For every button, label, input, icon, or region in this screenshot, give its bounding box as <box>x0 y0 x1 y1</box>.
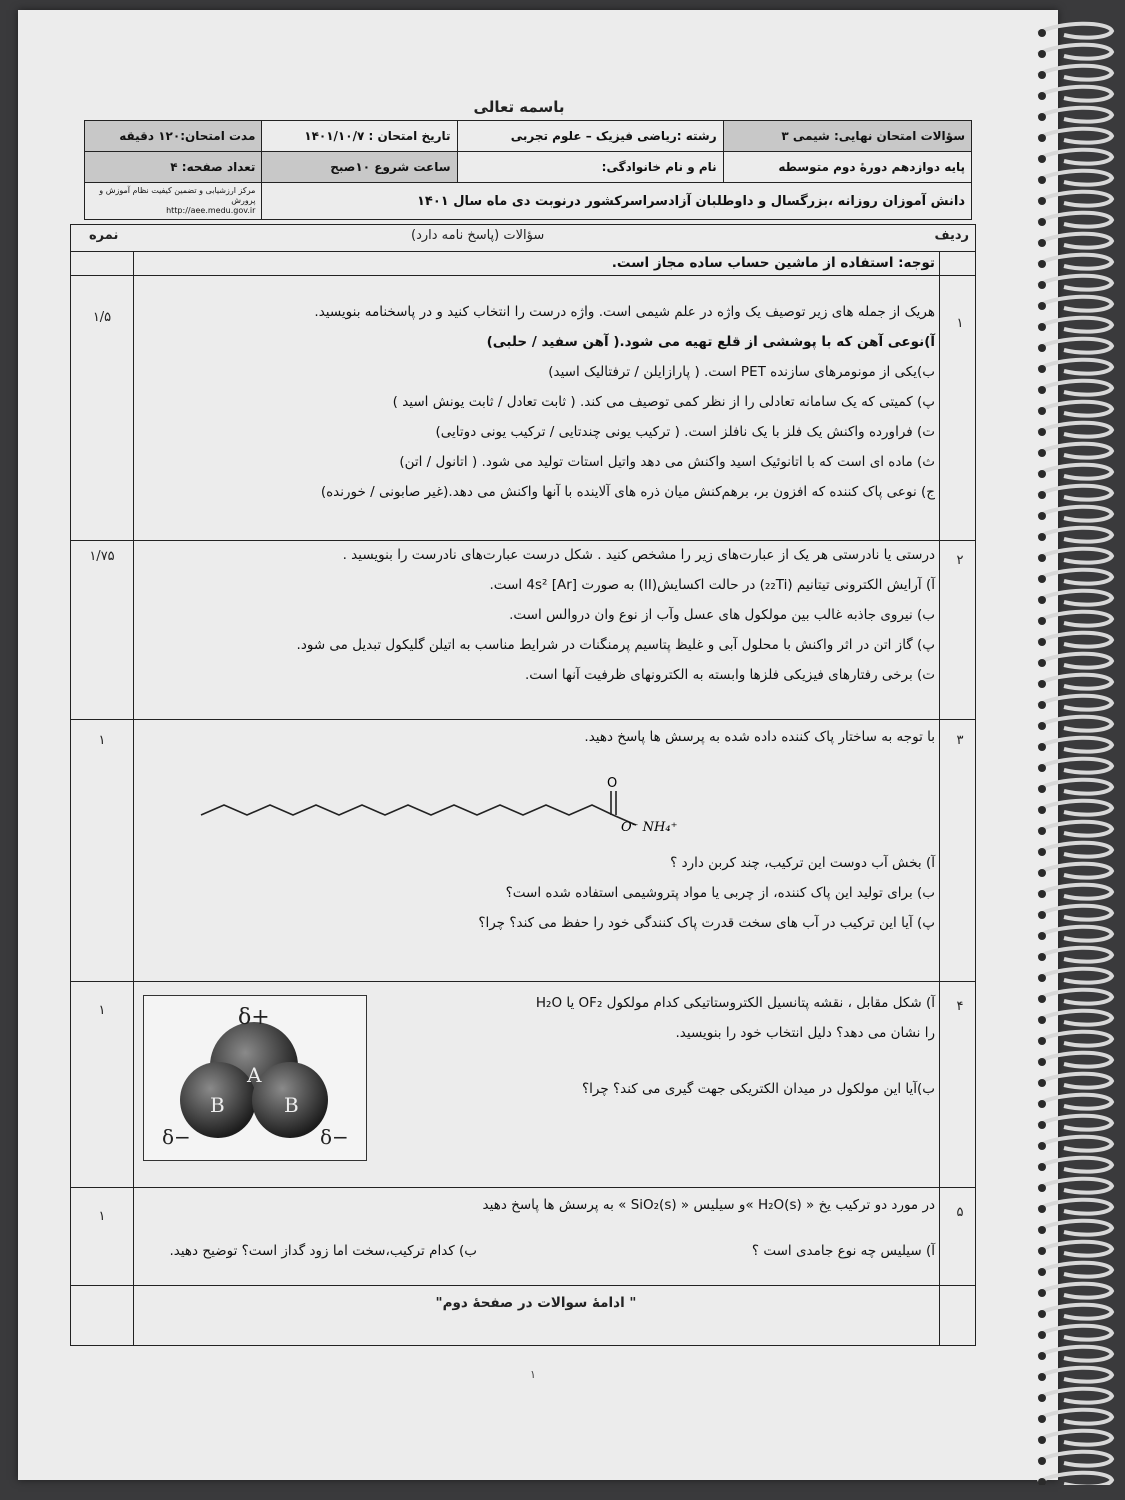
question-line: ت) برخی رفتارهای فیزیکی فلزها وابسته به الکترونهای ظرفیت آنها است. <box>524 667 935 683</box>
spiral-coil <box>1038 780 1112 794</box>
punch-hole <box>1038 218 1046 226</box>
column-row-label: ردیف <box>934 228 969 243</box>
punch-hole <box>1038 953 1046 961</box>
punch-hole <box>1038 113 1046 121</box>
spiral-coil <box>1038 528 1112 542</box>
punch-hole <box>1038 722 1046 730</box>
question-row <box>71 981 975 1188</box>
punch-hole <box>1038 365 1046 373</box>
spiral-coil <box>1038 339 1112 353</box>
punch-hole <box>1038 659 1046 667</box>
spiral-coil <box>1038 192 1112 206</box>
spiral-coil <box>1038 759 1112 773</box>
punch-hole <box>1038 890 1046 898</box>
spiral-coil <box>1038 1284 1112 1298</box>
atom-b-left-label: B <box>210 1093 225 1117</box>
spiral-coil <box>1038 633 1112 647</box>
punch-hole <box>1038 869 1046 877</box>
punch-hole <box>1038 1457 1046 1465</box>
spiral-coil <box>1038 717 1112 731</box>
punch-hole <box>1038 764 1046 772</box>
exam-center <box>85 183 262 220</box>
spiral-coil <box>1038 1368 1112 1382</box>
exam-center-name: مرکز ارزشیابی و تضمین کیفیت نظام آموزش و پرورش <box>99 186 256 205</box>
punch-hole <box>1038 827 1046 835</box>
spiral-coil <box>1038 444 1112 458</box>
column-score-label: نمره <box>89 228 119 243</box>
question-line: پ) آیا این ترکیب در آب های سخت قدرت پاک کنندگی خود را حفظ می کند؟ چرا؟ <box>478 915 935 931</box>
delta-minus-left-label: δ− <box>162 1125 191 1149</box>
punch-hole <box>1038 512 1046 520</box>
spiral-coil <box>1038 234 1112 248</box>
spiral-coil <box>1038 360 1112 374</box>
punch-hole <box>1038 1100 1046 1108</box>
punch-hole <box>1038 617 1046 625</box>
exam-center-url: http://aee.medu.gov.ir <box>166 206 256 215</box>
spiral-coil <box>1038 549 1112 563</box>
punch-hole <box>1038 449 1046 457</box>
spiral-coil <box>1038 1347 1112 1361</box>
punch-hole <box>1038 29 1046 37</box>
spiral-coil <box>1038 843 1112 857</box>
punch-hole <box>1038 533 1046 541</box>
spiral-coil <box>1038 465 1112 479</box>
punch-hole <box>1038 680 1046 688</box>
punch-hole <box>1038 92 1046 100</box>
question-line: در مورد دو ترکیب یخ « H₂O(s) »و سیلیس « SiO₂(s) » به پرسش ها پاسخ دهید <box>482 1197 935 1213</box>
spiral-coil <box>1038 696 1112 710</box>
question-line: آ)نوعی آهن که با پوششی از قلع تهیه می شود.( آهن سفید / حلبی) <box>486 334 935 350</box>
spiral-coil <box>1038 381 1112 395</box>
spiral-coil <box>1038 1221 1112 1235</box>
spiral-coil <box>1038 1053 1112 1067</box>
exam-duration: مدت امتحان:۱۲۰ دقیقه <box>85 121 262 152</box>
spiral-coil <box>1038 297 1112 311</box>
carbonyl-oxygen-label: O <box>607 776 618 791</box>
spiral-coil <box>1038 87 1112 101</box>
punch-hole <box>1038 1373 1046 1381</box>
page-number: ۱ <box>530 1368 536 1381</box>
punch-hole <box>1038 1436 1046 1444</box>
punch-hole <box>1038 470 1046 478</box>
delta-minus-right-label: δ− <box>320 1125 349 1149</box>
punch-hole <box>1038 239 1046 247</box>
student-name-field: نام و نام خانوادگی: <box>457 152 723 183</box>
spiral-coil <box>1038 591 1112 605</box>
spiral-coil <box>1038 318 1112 332</box>
question-number: ۴ <box>956 999 964 1014</box>
question-line: پ) کمیتی که یک سامانه تعادلی را از نظر کمی توصیف می کند. ( ثابت تعادل / ثابت یونش اسید ) <box>392 394 935 410</box>
spiral-coil <box>1038 507 1112 521</box>
spiral-coil <box>1038 1326 1112 1340</box>
exam-page-count: تعداد صفحه: ۴ <box>85 152 262 183</box>
punch-hole <box>1038 1121 1046 1129</box>
exam-field: رشته :ریاضی فیزیک – علوم تجربی <box>457 121 723 152</box>
punch-hole <box>1038 1331 1046 1339</box>
carboxylate-ion-label: O⁻ NH₄⁺ <box>621 820 678 835</box>
punch-hole <box>1038 281 1046 289</box>
punch-hole <box>1038 323 1046 331</box>
spiral-binding <box>1020 15 1120 1485</box>
spiral-coil <box>1038 1032 1112 1046</box>
question-row <box>71 1187 975 1286</box>
question-row <box>71 539 975 720</box>
punch-hole <box>1038 407 1046 415</box>
punch-hole <box>1038 638 1046 646</box>
punch-hole <box>1038 848 1046 856</box>
question-line: آ) شکل مقابل ، نقشه پتانسیل الکتروستاتیکی کدام مولکول OF₂ یا H₂O <box>535 995 935 1011</box>
spiral-coil <box>1038 1116 1112 1130</box>
punch-hole <box>1038 260 1046 268</box>
punch-hole <box>1038 1310 1046 1318</box>
punch-hole <box>1038 176 1046 184</box>
spiral-coil <box>1038 1431 1112 1445</box>
question-line: را نشان می دهد؟ دلیل انتخاب خود را بنویسید. <box>675 1025 935 1041</box>
spiral-coil <box>1038 255 1112 269</box>
question-line: آ) بخش آب دوست این ترکیب، چند کربن دارد ؟ <box>670 855 935 871</box>
punch-hole <box>1038 197 1046 205</box>
delta-plus-label: δ+ <box>238 1005 270 1030</box>
punch-hole <box>1038 785 1046 793</box>
spiral-coil <box>1038 612 1112 626</box>
punch-hole <box>1038 1142 1046 1150</box>
exam-start-time: ساعت شروع ۱۰صبح <box>262 152 457 183</box>
spiral-coil <box>1038 570 1112 584</box>
spiral-coil <box>1038 276 1112 290</box>
punch-hole <box>1038 1205 1046 1213</box>
question-line: آ) آرایش الکترونی تیتانیم (₂₂Ti) در حالت اکسایش(II) به صورت 4s² [Ar] است. <box>489 577 935 593</box>
question-line: ث) ماده ای است که با اتانوئیک اسید واکنش می دهد واتیل استات تولید می شود. ( اتانول / اتن) <box>399 454 935 470</box>
punch-hole <box>1038 575 1046 583</box>
spiral-coil <box>1038 402 1112 416</box>
spiral-coil <box>1038 150 1112 164</box>
spiral-coil <box>1038 1305 1112 1319</box>
punch-hole <box>1038 974 1046 982</box>
spiral-coil <box>1038 486 1112 500</box>
spiral-coil <box>1038 1011 1112 1025</box>
spiral-coil <box>1038 1095 1112 1109</box>
spiral-coil <box>1038 1074 1112 1088</box>
punch-hole <box>1038 1079 1046 1087</box>
spiral-coil <box>1038 1200 1112 1214</box>
spiral-coil <box>1038 129 1112 143</box>
spiral-coil <box>1038 423 1112 437</box>
column-questions-label: سؤالات (پاسخ نامه دارد) <box>411 228 545 243</box>
punch-hole <box>1038 932 1046 940</box>
spiral-coil <box>1038 864 1112 878</box>
spiral-coil <box>1038 1389 1112 1403</box>
questions-table-header <box>71 225 975 252</box>
question-number: ۵ <box>956 1205 964 1220</box>
spiral-coil <box>1038 1473 1112 1485</box>
spiral-coil <box>1038 990 1112 1004</box>
exam-date: تاریخ امتحان : ۱۴۰۱/۱۰/۷ <box>262 121 457 152</box>
punch-hole <box>1038 1352 1046 1360</box>
question-line: درستی یا نادرستی هر یک از عبارت‌های زیر را مشخص کنید . شکل درست عبارت‌های نادرست را بنویسید . <box>342 547 935 563</box>
question-score: ۱ <box>98 1209 106 1224</box>
spiral-coil <box>1038 906 1112 920</box>
punch-hole <box>1038 1037 1046 1045</box>
electrostatic-potential-map <box>143 995 367 1161</box>
question-line: پ) گاز اتن در اثر واکنش با محلول آبی و غلیظ پتاسیم پرمنگنات در شرایط مناسب به اتیلن گلیکول تبدیل می شود. <box>296 637 935 653</box>
spiral-coil <box>1038 45 1112 59</box>
questions-table <box>70 224 976 1346</box>
punch-hole <box>1038 1247 1046 1255</box>
punch-hole <box>1038 995 1046 1003</box>
question-row <box>71 275 975 541</box>
question-score: ۱/۵ <box>92 310 112 325</box>
punch-hole <box>1038 1163 1046 1171</box>
punch-hole <box>1038 911 1046 919</box>
punch-hole <box>1038 302 1046 310</box>
punch-hole <box>1038 596 1046 604</box>
spiral-coil <box>1038 654 1112 668</box>
punch-hole <box>1038 1184 1046 1192</box>
question-row <box>71 719 975 982</box>
spiral-coil <box>1038 738 1112 752</box>
exam-info-table <box>84 120 972 220</box>
question-line: ت) فراورده واکنش یک فلز با یک نافلز است. ( ترکیب یونی چندتایی / ترکیب یونی دوتایی) <box>435 424 935 440</box>
punch-hole <box>1038 428 1046 436</box>
spiral-coil <box>1038 108 1112 122</box>
spiral-coil <box>1038 1263 1112 1277</box>
punch-hole <box>1038 50 1046 58</box>
exam-title: سؤالات امتحان نهایی: شیمی ۳ <box>723 121 971 152</box>
continuation-note: "ادامهٔ سوالات در صفحهٔ دوم " <box>435 1295 637 1311</box>
question-number: ۳ <box>956 733 964 748</box>
question-number: ۱ <box>956 316 964 331</box>
question-line: ب) نیروی جاذبه غالب بین مولکول های عسل وآب از نوع وان دروالس است. <box>509 607 935 623</box>
atom-a-label: A <box>247 1063 262 1087</box>
punch-hole <box>1038 386 1046 394</box>
spiral-coil <box>1038 675 1112 689</box>
spiral-coil <box>1038 822 1112 836</box>
punch-hole <box>1038 554 1046 562</box>
punch-hole <box>1038 155 1046 163</box>
question-score: ۱/۷۵ <box>89 549 115 564</box>
punch-hole <box>1038 491 1046 499</box>
page-title: باسمه تعالی <box>473 98 565 116</box>
spiral-coil <box>1038 24 1112 38</box>
punch-hole <box>1038 806 1046 814</box>
spiral-coil <box>1038 1179 1112 1193</box>
punch-hole <box>1038 1016 1046 1024</box>
spiral-coil <box>1038 213 1112 227</box>
question-score: ۱ <box>98 1003 106 1018</box>
spiral-coil <box>1038 171 1112 185</box>
question-line: ب)یکی از مونومرهای سازنده PET است. ( پارازایلن / ترفتالیک اسید) <box>548 364 935 380</box>
spiral-coil <box>1038 885 1112 899</box>
punch-hole <box>1038 1415 1046 1423</box>
spiral-coil <box>1038 1137 1112 1151</box>
punch-hole <box>1038 1268 1046 1276</box>
spiral-coil <box>1038 801 1112 815</box>
question-line: ب) کدام ترکیب،سخت اما زود گداز است؟ توضیح دهید. <box>169 1243 477 1259</box>
punch-hole <box>1038 743 1046 751</box>
question-score: ۱ <box>98 733 106 748</box>
calculator-note: توجه: استفاده از ماشین حساب ساده مجاز است. <box>611 255 935 271</box>
spiral-coil <box>1038 969 1112 983</box>
spiral-coil <box>1038 927 1112 941</box>
question-line: هریک از جمله های زیر توصیف یک واژه در علم شیمی است. واژه درست را انتخاب کنید و در پاسخنامه بنویسید. <box>314 304 935 320</box>
detergent-structure <box>181 767 781 837</box>
exam-candidates: دانش آموزان روزانه ،بزرگسال و داوطلبان آزادسراسرکشور درنوبت دی ماه سال ۱۴۰۱ <box>262 183 972 220</box>
punch-hole <box>1038 1226 1046 1234</box>
spiral-coil <box>1038 1242 1112 1256</box>
punch-hole <box>1038 71 1046 79</box>
spiral-coil <box>1038 948 1112 962</box>
punch-hole <box>1038 1058 1046 1066</box>
question-line: ب)آیا این مولکول در میدان الکتریکی جهت گیری می کند؟ چرا؟ <box>581 1081 935 1097</box>
spiral-coil <box>1038 1452 1112 1466</box>
exam-grade: پایه دوازدهم دورهٔ دوم متوسطه <box>723 152 971 183</box>
punch-hole <box>1038 1289 1046 1297</box>
punch-hole <box>1038 1394 1046 1402</box>
spiral-coil <box>1038 66 1112 80</box>
punch-hole <box>1038 344 1046 352</box>
question-number: ۲ <box>956 553 964 568</box>
question-line: آ) سیلیس چه نوع جامدی است ؟ <box>751 1243 935 1259</box>
punch-hole <box>1038 701 1046 709</box>
atom-b-right-label: B <box>284 1093 299 1117</box>
spiral-coil <box>1038 1410 1112 1424</box>
spiral-coil <box>1038 1158 1112 1172</box>
question-line: ج) نوعی پاک کننده که افزون بر، برهم‌کنش میان ذره های آلاینده با آنها واکنش می دهد.(غیر صابونی / خورنده) <box>320 484 935 500</box>
question-line: ب) برای تولید این پاک کننده، از چربی یا مواد پتروشیمی استفاده شده است؟ <box>505 885 935 901</box>
punch-hole <box>1038 134 1046 142</box>
question-line: با توجه به ساختار پاک کننده داده شده به پرسش ها پاسخ دهید. <box>584 729 935 745</box>
